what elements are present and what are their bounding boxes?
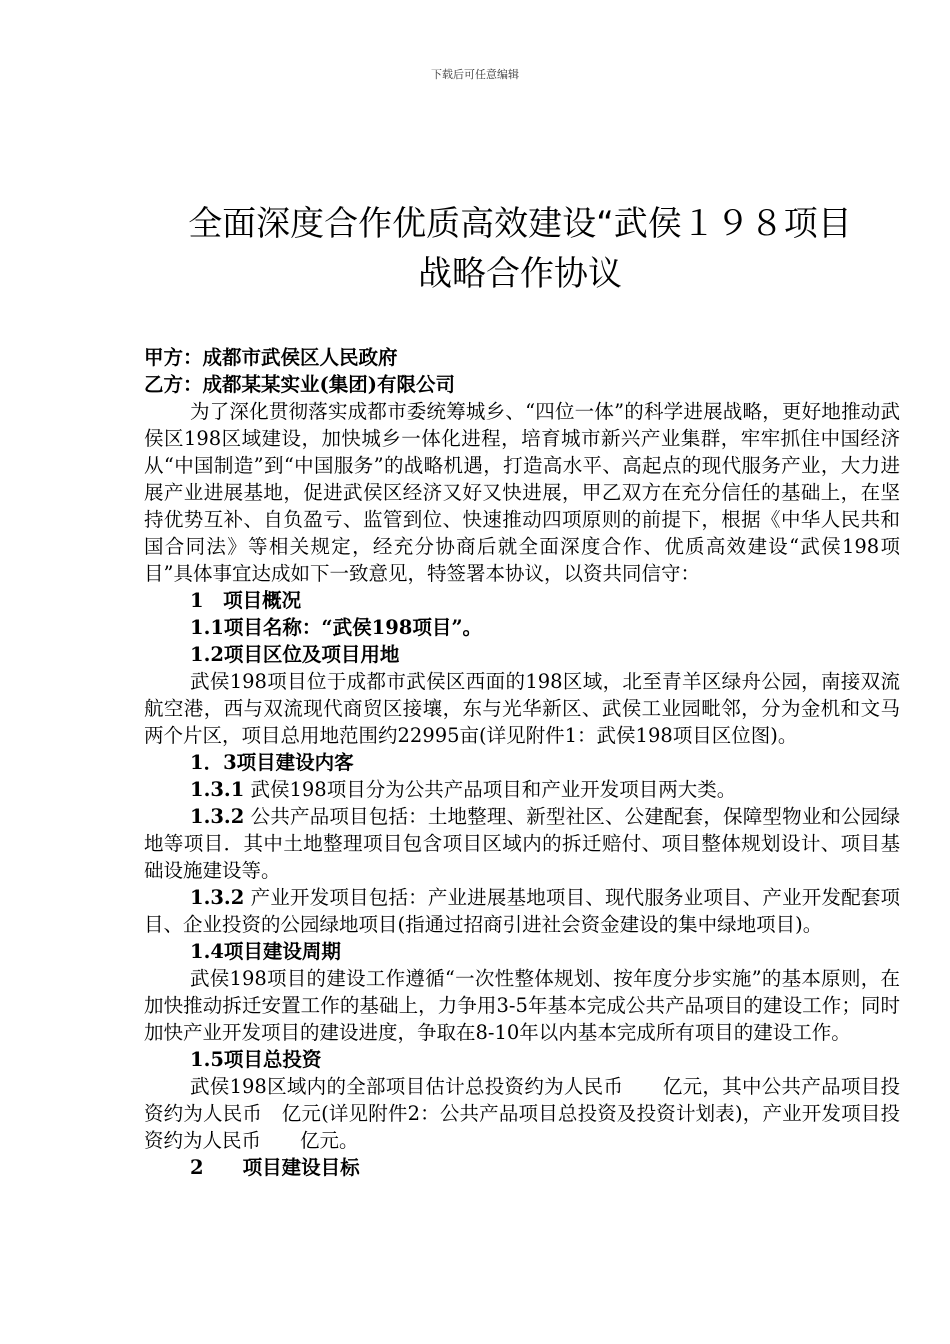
document-title-line-1: 全面深度合作优质高效建设“武侯１９８项目 [188,204,852,244]
section-1-3-1-text: 武侯198项目分为公共产品项目和产业开发项目两大类。 [244,778,737,801]
section-1-2-paragraph: 武侯198项目位于成都市武侯区西面的198区域，北至青羊区绿舟公园，南接双流航空港，西与双流现代商贸区接壤，东与光华新区、武侯工业园毗邻，分为金机和文马两个片区，项目总用地范围约22995亩(详见附件1：武侯198项目区位图)。 [144,670,900,747]
section-1-heading: 1 项目概况 [190,589,302,612]
section-1-2-heading: 1.2项目区位及项目用地 [190,643,400,666]
section-1-3-2b-paragraph [144,884,900,938]
section-1-1: 1.1项目名称：“武侯198项目”。 [190,616,483,639]
section-1-5-heading: 1.5项目总投资 [190,1048,322,1071]
section-1-3-2a-text: 公共产品项目包括：土地整理、新型社区、公建配套，保障型物业和公园绿地等项目．其中土地整理项目包含项目区域内的拆迁赔付、项目整体规划设计、项目基础设施建设等。 [144,805,900,882]
party-b: 乙方：成都某某实业(集团)有限公司 [144,373,455,396]
section-1-3-1-paragraph [144,776,900,803]
section-1-4-heading: 1.4项目建设周期 [190,940,341,963]
section-1-3-1-number: 1.3.1 [190,778,245,801]
section-1-3-heading: 1．3项目建设内客 [190,751,354,774]
document-body [144,344,900,1181]
intro-paragraph: 为了深化贯彻落实成都市委统筹城乡、“四位一体”的科学进展战略，更好地推动武侯区198区域建设，加快城乡一体化进程，培育城市新兴产业集群，牢牢抓住中国经济从“中国制造”到“中国服务”的战略机遇，打造高水平、高起点的现代服务产业，大力进展产业进展基地，促进武侯区经济又好又快进展，甲乙双方在充分信任的基础上，在坚持优势互补、自负盈亏、监管到位、快速推动四项原则的前提下，根据《中华人民共和国合同法》等相关规定，经充分协商后就全面深度合作、优质高效建设“武侯198项目”具体事宜达成如下一致意见，特签署本协议，以资共同信守： [144,400,900,585]
section-1-3-2a-paragraph [144,803,900,884]
section-1-4-paragraph: 武侯198项目的建设工作遵循“一次性整体规划、按年度分步实施”的基本原则，在加快推动拆迁安置工作的基础上，力争用3-5年基本完成公共产品项目的建设工作；同时加快产业开发项目的建设进度，争取在8-10年以内基本完成所有项目的建设工作。 [144,967,900,1044]
section-1-3-2b-number: 1.3.2 [190,886,245,909]
section-2-heading: 2 项目建设目标 [190,1156,360,1179]
document-title-line-2: 战略合作协议 [418,254,622,294]
header-note: 下载后可任意编辑 [431,68,519,81]
section-1-3-2b-text: 产业开发项目包括：产业进展基地项目、现代服务业项目、产业开发配套项目、企业投资的公园绿地项目(指通过招商引进社会资金建设的集中绿地项目)。 [144,886,900,936]
section-1-3-2a-number: 1.3.2 [190,805,245,828]
party-a: 甲方：成都市武侯区人民政府 [144,346,398,369]
section-1-5-paragraph: 武侯198区域内的全部项目估计总投资约为人民币 亿元，其中公共产品项目投资约为人民币 亿元(详见附件2：公共产品项目总投资及投资计划表)，产业开发项目投资约为人民币 亿元。 [144,1075,900,1152]
